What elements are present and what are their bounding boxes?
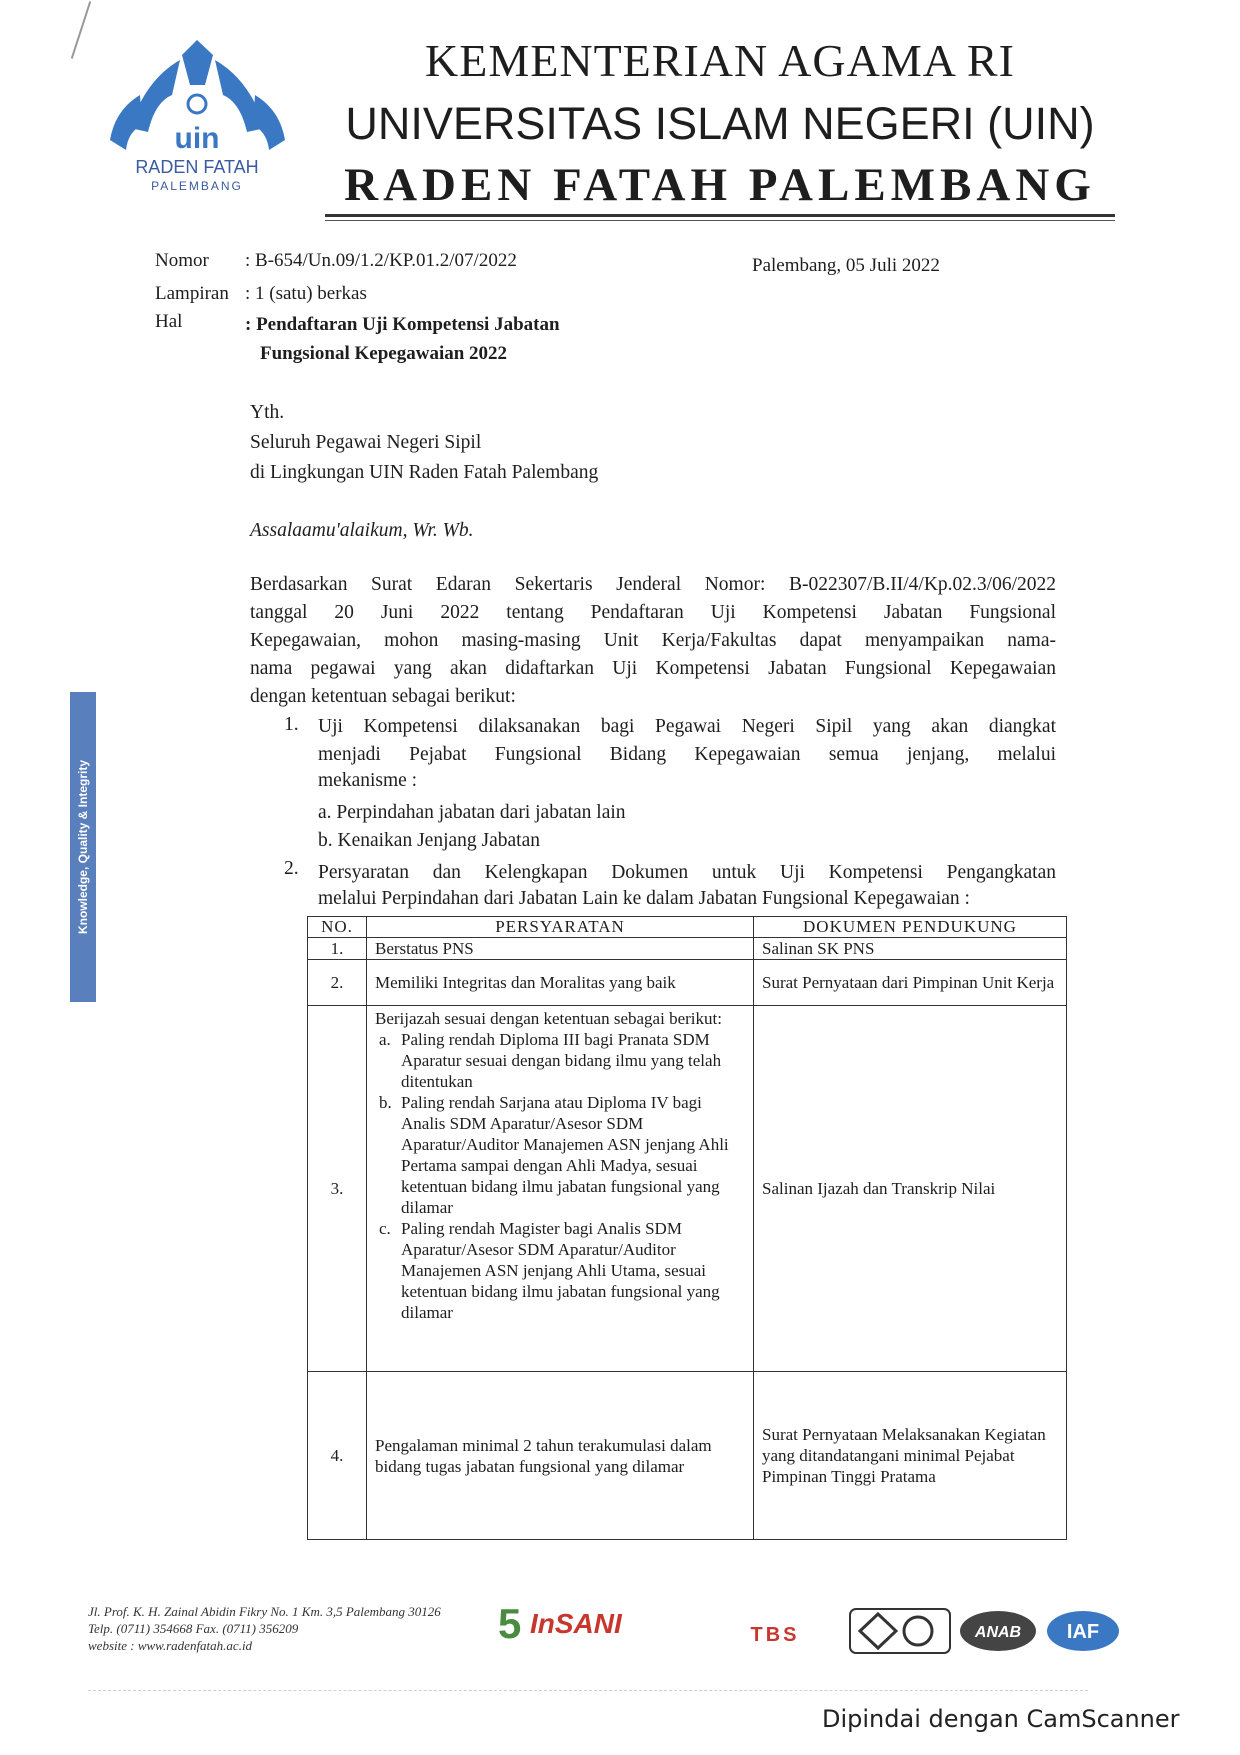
table-header-row [308,917,1067,938]
footer-cert-logos [848,1606,1128,1656]
footer-address-line-2: Telp. (0711) 354668 Fax. (0711) 356209 [88,1621,299,1636]
letterhead-campus: RADEN FATAH PALEMBANG [344,159,1096,211]
row-1-doc: Salinan SK PNS [754,938,1067,960]
row-3-doc: Salinan Ijazah dan Transkrip Nilai [754,1006,1067,1372]
logo-word: uin [174,122,220,155]
hal-value-2: Fungsional Kepegawaian 2022 [260,343,508,364]
letterhead-university: UNIVERSITAS ISLAM NEGERI (UIN) [345,98,1095,149]
letterhead-rule-thick [325,214,1115,217]
row-3-req-intro: Berijazah sesuai dengan ketentuan sebagai berikut: [375,1009,722,1028]
side-banner-text: Knowledge, Quality & Integrity [76,759,90,935]
greeting: Assalaamu'alaikum, Wr. Wb. [250,520,474,541]
cert-diamond-icon [860,1614,896,1648]
recipient-line-1: Yth. [250,402,285,423]
requirements-table [307,916,1067,1540]
letterhead-ministry: KEMENTERIAN AGAMA RI [425,35,1015,86]
row-2-req: Memiliki Integritas dan Moralitas yang baik [367,960,754,1006]
table-row [308,1372,1067,1540]
header-persyaratan: PERSYARATAN [367,917,754,938]
hal-label: Hal [155,311,183,332]
table-row [308,1006,1067,1372]
recipient-line-2: Seluruh Pegawai Negeri Sipil [250,432,482,453]
lampiran-value: : 1 (satu) berkas [245,283,367,304]
row-3-item-a-mark: a. [379,1030,391,1049]
row-2-doc: Surat Pernyataan dari Pimpinan Unit Kerja [754,960,1067,1006]
item-1-line-2: menjadi Pejabat Fungsional Bidang Kepegawaian semua jenjang, melalui [318,744,1056,765]
footer-divider [88,1690,1088,1691]
footer-badge-5: 5 [498,1600,522,1647]
list-item [375,1029,745,1092]
row-4-req: Pengalaman minimal 2 tahun terakumulasi dalam bidang tugas jabatan fungsional yang dilamar [367,1372,754,1540]
row-3-item-c-text: Paling rendah Magister bagi Analis SDM Aparatur/Asesor SDM Aparatur/Auditor Manajemen ASN jenjang Ahli Utama, sesuai ketentuan bidang ilmu jabatan fungsional yang dilamar [401,1219,720,1322]
nomor-value: : B-654/Un.09/1.2/KP.01.2/07/2022 [245,250,517,271]
recipient-line-3: di Lingkungan UIN Raden Fatah Palembang [250,462,599,483]
intro-line-5: dengan ketentuan sebagai berikut: [250,686,516,707]
intro-line-2: tanggal 20 Juni 2022 tentang Pendaftaran Uji Kompetensi Jabatan Fungsional [250,602,1056,623]
footer-insani-logo: InSANI [530,1608,622,1639]
footer-address-line-1: Jl. Prof. K. H. Zainal Abidin Fikry No. 1 Km. 3,5 Palembang 30126 [88,1604,441,1619]
intro-line-3: Kepegawaian, mohon masing-masing Unit Kerja/Fakultas dapat menyampaikan nama- [250,630,1056,651]
item-1-sub-a: a. Perpindahan jabatan dari jabatan lain [318,802,626,823]
list-item [375,1092,745,1218]
item-2-number: 2. [284,858,299,879]
letterhead-rule-thin [325,220,1115,221]
place-date: Palembang, 05 Juli 2022 [752,255,940,276]
row-4-doc: Surat Pernyataan Melaksanakan Kegiatan yang ditandatangani minimal Pejabat Pimpinan Tinggi Pratama [754,1372,1067,1540]
logo-city: PALEMBANG [151,179,243,193]
row-2-no: 2. [308,960,367,1006]
side-banner [70,692,96,1002]
intro-line-1: Berdasarkan Surat Edaran Sekertaris Jenderal Nomor: B-022307/B.II/4/Kp.02.3/06/2022 [250,574,1056,595]
row-3-req-list [375,1029,745,1323]
footer-tbs-logo: TBS [750,1624,800,1646]
item-2-line-1: Persyaratan dan Kelengkapan Dokumen untuk Uji Kompetensi Pengangkatan [318,862,1056,883]
intro-line-4: nama pegawai yang akan didaftarkan Uji Kompetensi Jabatan Fungsional Kepegawaian [250,658,1056,679]
row-1-no: 1. [308,938,367,960]
item-1-line-1: Uji Kompetensi dilaksanakan bagi Pegawai Negeri Sipil yang akan diangkat [318,716,1056,737]
header-no: NO. [308,917,367,938]
cert-anab-text: ANAB [974,1624,1022,1641]
row-3-req [367,1006,754,1372]
row-3-no: 3. [308,1006,367,1372]
row-3-item-b-mark: b. [379,1093,392,1112]
item-1-line-3: mekanisme : [318,770,418,791]
row-3-item-b-text: Paling rendah Sarjana atau Diploma IV bagi Analis SDM Aparatur/Asesor SDM Aparatur/Auditor Manajemen ASN jenjang Ahli Pertama sampai dengan Ahli Madya, sesuai ketentuan bidang ilmu jabatan fungsional yang dilamar [401,1093,729,1217]
row-3-item-a-text: Paling rendah Diploma III bagi Pranata SDM Aparatur sesuai dengan bidang ilmu yang telah ditentukan [401,1030,722,1091]
row-4-no: 4. [308,1372,367,1540]
item-1-number: 1. [284,714,299,735]
table-row [308,960,1067,1006]
item-1-sub-b: b. Kenaikan Jenjang Jabatan [318,830,541,851]
list-item [375,1218,745,1323]
logo-name: RADEN FATAH [135,157,259,177]
header-dokumen: DOKUMEN PENDUKUNG [754,917,1067,938]
row-1-req: Berstatus PNS [367,938,754,960]
cert-iaf-text: IAF [1066,1621,1100,1643]
lampiran-label: Lampiran [155,283,229,304]
uin-logo [110,40,285,200]
scanner-watermark: Dipindai dengan CamScanner [822,1705,1180,1733]
row-3-item-c-mark: c. [379,1219,391,1238]
item-2-line-2: melalui Perpindahan dari Jabatan Lain ke dalam Jabatan Fungsional Kepegawaian : [318,888,970,909]
hal-value-1: : Pendaftaran Uji Kompetensi Jabatan [245,314,560,335]
cert-circle-icon [904,1617,932,1645]
scan-edge-line [71,1,91,59]
table-row [308,938,1067,960]
footer-website: website : www.radenfatah.ac.id [88,1638,253,1653]
footer-address [88,1603,441,1654]
cert-badge-frame [850,1609,950,1653]
nomor-label: Nomor [155,250,209,271]
